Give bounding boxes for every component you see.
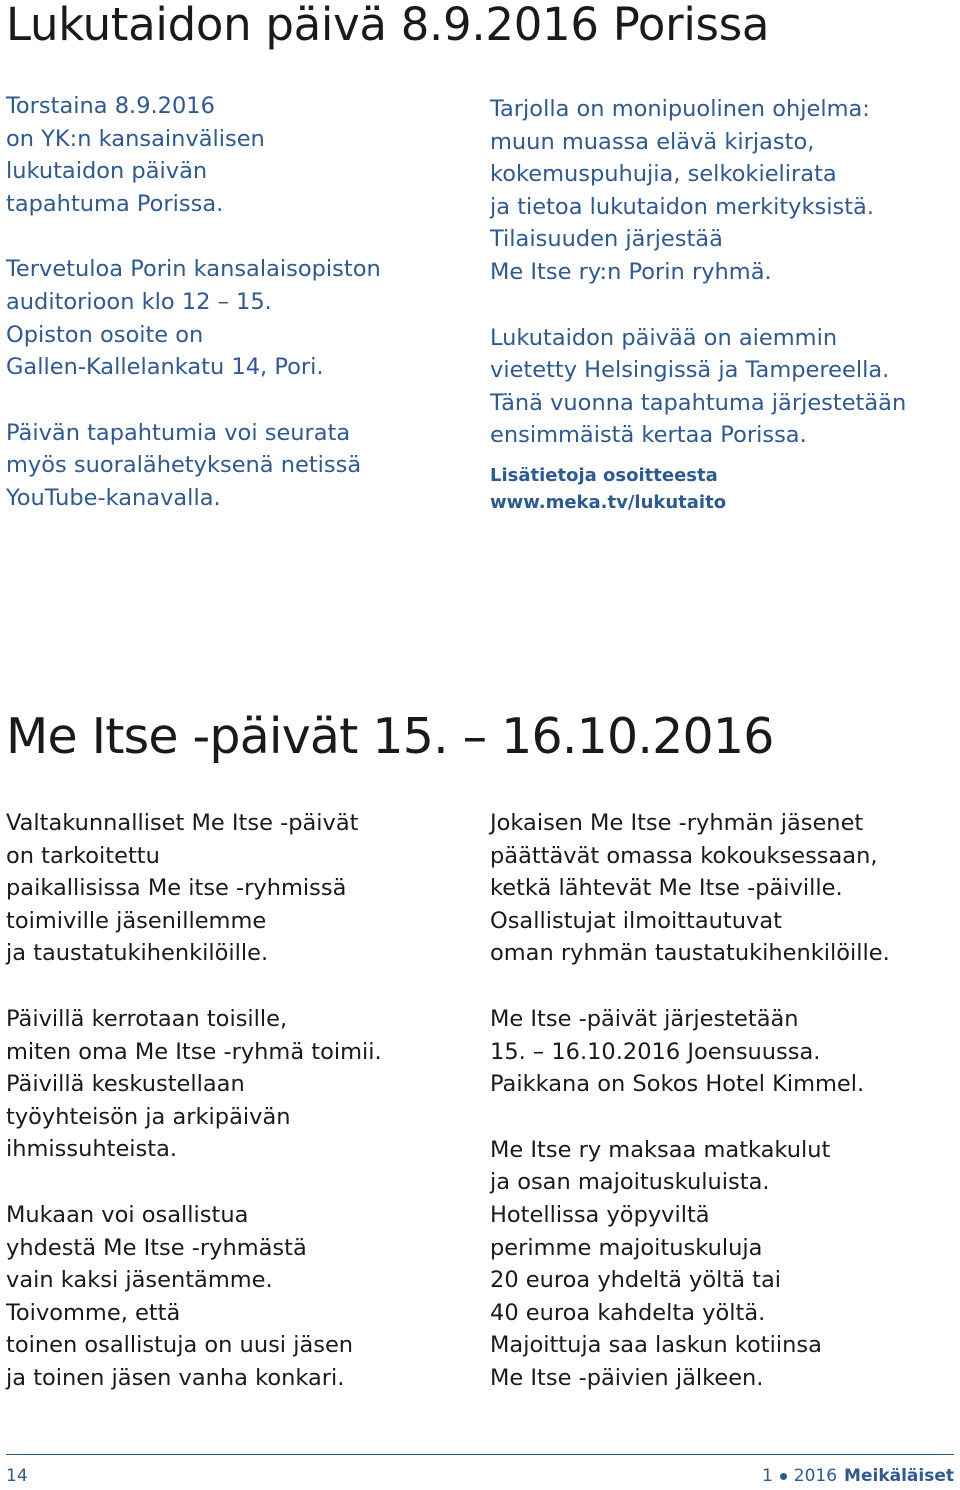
more-info-link[interactable]: Lisätietoja osoitteesta www.meka.tv/lukutaito [490, 464, 727, 513]
issue-year: 2016 [793, 1466, 838, 1486]
footer-divider [6, 1454, 954, 1455]
footer-issue-info [762, 1466, 954, 1486]
paragraph-livestream: Päivän tapahtumia voi seurata myös suoralähetyksenä netissä YouTube-kanavalla. [6, 419, 362, 511]
section-title-me-itse-paivat: Me Itse -päivät 15. – 16.10.2016 [6, 708, 774, 765]
me-itse-paivat-right-column [490, 807, 950, 1428]
lukutaidon-paiva-right-column [490, 93, 950, 516]
paragraph-costs: Me Itse ry maksaa matkakulut ja osan majoituskuluista. Hotellissa yöpyviltä perimme majoituskuluja 20 euroa yhdeltä yöltä tai 40 euroa kahdelta yöltä. Majoittuja saa laskun kotiinsa Me Itse -päivien jälkeen. [490, 1136, 831, 1391]
magazine-name: Meikäläiset [844, 1466, 954, 1486]
paragraph-selection: Jokaisen Me Itse -ryhmän jäsenet päättävät omassa kokouksessaan, ketkä lähtevät Me Itse -päiville. Osallistujat ilmoittautuvat oman ryhmän taustatukihenkilöille. [490, 810, 890, 967]
paragraph-location: Me Itse -päivät järjestetään 15. – 16.10.2016 Joensuussa. Paikkana on Sokos Hotel Kimmel. [490, 1005, 865, 1098]
me-itse-paivat-left-column [6, 807, 466, 1428]
paragraph-purpose: Valtakunnalliset Me Itse -päivät on tarkoitettu paikallisissa Me itse -ryhmissä toimiville jäsenillemme ja taustatukihenkilöille. [6, 810, 359, 967]
page-number: 14 [6, 1466, 28, 1486]
paragraph-event-intro: Torstaina 8.9.2016 on YK:n kansainvälisen lukutaidon päivän tapahtuma Porissa. [6, 93, 265, 217]
paragraph-history: Lukutaidon päivää on aiemmin vietetty Helsingissä ja Tampereella. Tänä vuonna tapahtuma järjestetään ensimmäistä kertaa Porissa. [490, 324, 907, 449]
paragraph-participation: Mukaan voi osallistua yhdestä Me Itse -ryhmästä vain kaksi jäsentämme. Toivomme, että toinen osallistuja on uusi jäsen ja toinen jäsen vanha konkari. [6, 1201, 354, 1391]
paragraph-venue: Tervetuloa Porin kansalaisopiston auditorioon klo 12 – 15. Opiston osoite on Gallen-Kallelankatu 14, Pori. [6, 256, 381, 381]
issue-number: 1 [761, 1466, 773, 1486]
paragraph-content: Päivillä kerrotaan toisille, miten oma Me Itse -ryhmä toimii. Päivillä keskustellaan työyhteisön ja arkipäivän ihmissuhteista. [6, 1005, 382, 1163]
paragraph-program: Tarjolla on monipuolinen ohjelma: muun muassa elävä kirjasto, kokemuspuhujia, selkokielirata ja tietoa lukutaidon merkityksistä. Tilaisuuden järjestää Me Itse ry:n Porin ryhmä. [490, 96, 874, 285]
page-title-lukutaidon-paiva: Lukutaidon päivä 8.9.2016 Porissa [6, 0, 770, 51]
bullet-dot-icon [780, 1473, 787, 1480]
lukutaidon-paiva-left-column [6, 90, 446, 548]
